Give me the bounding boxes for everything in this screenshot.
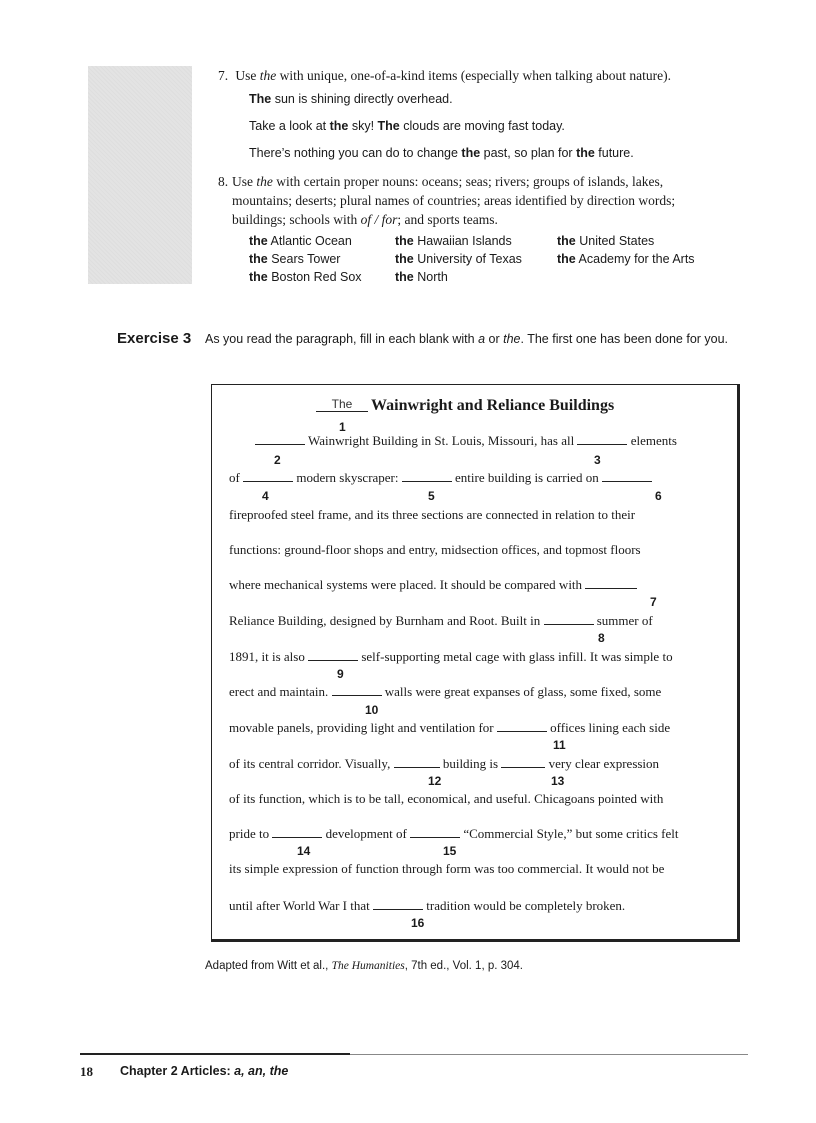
blank-number: 14: [297, 844, 311, 858]
grid-row: [249, 268, 695, 286]
rule-line: buildings; schools with of / for; and sports teams.: [232, 212, 498, 227]
passage-line: [229, 720, 670, 736]
grid-cell: the Hawaiian Islands: [395, 234, 512, 248]
instruction-text: . The first one has been done for you.: [520, 332, 729, 346]
article-bold: the: [461, 146, 481, 160]
passage-text: “Commercial Style,” but some critics felt: [463, 826, 679, 841]
rule-line: Use the with certain proper nouns: oceans; seas; rivers; groups of islands, lakes,: [232, 174, 664, 189]
passage-text: offices lining each side: [550, 720, 671, 735]
instruction-italic: a: [478, 332, 486, 346]
blank-number: 13: [551, 774, 565, 788]
blank-number: 2: [274, 453, 281, 467]
passage-text: summer of: [596, 613, 653, 628]
grid-cell: the North: [395, 270, 448, 284]
chapter-title: [120, 1064, 288, 1078]
example-text: There’s nothing you can do to change: [249, 146, 462, 160]
passage-line: [229, 577, 637, 593]
blank-number: 7: [650, 595, 657, 609]
passage-line: [229, 684, 661, 700]
blank-7[interactable]: [585, 578, 637, 589]
margin-shading: [88, 66, 192, 284]
blank-number: 9: [337, 667, 344, 681]
passage-text: very clear expression: [548, 756, 660, 771]
citation-title: The Humanities: [331, 960, 405, 972]
rule-line: mountains; deserts; plural names of countries; areas identified by direction words;: [232, 193, 676, 208]
rule-text-pre: Use: [235, 68, 260, 83]
citation-text: , 7th ed., Vol. 1, p. 304.: [404, 960, 523, 972]
passage-text: erect and maintain.: [229, 684, 329, 699]
page-number: 18: [80, 1064, 93, 1079]
blank-13[interactable]: [501, 757, 545, 768]
blank-9[interactable]: [308, 650, 358, 661]
passage-line: [229, 898, 625, 914]
rule-number: 7.: [218, 68, 229, 83]
passage-line: [229, 826, 678, 842]
passage-line: [229, 756, 659, 772]
blank-3[interactable]: [577, 434, 627, 445]
passage-text: movable panels, providing light and ventilation for: [229, 720, 494, 735]
blank-16[interactable]: [373, 899, 423, 910]
passage-line: [255, 433, 677, 449]
grid-cell: the Boston Red Sox: [249, 270, 362, 284]
passage-text: building is: [442, 756, 499, 771]
rule-8: [218, 172, 675, 229]
passage-text: elements: [630, 433, 677, 448]
passage-text: entire building is carried on: [455, 470, 599, 485]
example-text: sun is shining directly overhead.: [271, 92, 453, 106]
grid-cell: the Sears Tower: [249, 252, 341, 266]
passage-line: [229, 470, 652, 486]
passage-line: [229, 613, 653, 629]
article-bold: the: [576, 146, 595, 160]
passage-line: its simple expression of function through form was too commercial. It would not be: [229, 861, 665, 876]
blank-number: 6: [655, 489, 662, 503]
chapter-italic: a, an, the: [234, 1064, 289, 1078]
blank-number: 1: [339, 420, 346, 434]
grid-cell: the Atlantic Ocean: [249, 234, 352, 248]
example-text: future.: [594, 146, 634, 160]
passage-line: fireproofed steel frame, and its three sections are connected in relation to their: [229, 507, 636, 522]
grid-cell: the Academy for the Arts: [557, 252, 695, 266]
passage-text: walls were great expanses of glass, some fixed, some: [384, 684, 662, 699]
passage-text: pride to: [229, 826, 270, 841]
example-sentence: [249, 119, 565, 133]
example-text: sky!: [348, 119, 378, 133]
passage-text: modern skyscraper:: [296, 470, 399, 485]
example-sentence: [249, 92, 453, 106]
rule-number: 8.: [218, 174, 229, 189]
footer-rule-accent: [80, 1053, 350, 1055]
blank-number: 15: [443, 844, 457, 858]
blank-number: 5: [428, 489, 435, 503]
blank-1-answer[interactable]: The: [316, 397, 368, 412]
blank-11[interactable]: [497, 721, 547, 732]
blank-number: 16: [411, 916, 425, 930]
passage-text: self-supporting metal cage with glass infill. It was simple to: [361, 649, 673, 664]
passage-text: development of: [325, 826, 407, 841]
passage-text: 1891, it is also: [229, 649, 305, 664]
passage-text: where mechanical systems were placed. It should be compared with: [229, 577, 583, 592]
chapter-text: Chapter 2 Articles:: [120, 1064, 235, 1078]
rule-7: [218, 66, 671, 85]
blank-number: 11: [553, 738, 566, 752]
passage-text: of: [229, 470, 240, 485]
blank-4[interactable]: [243, 471, 293, 482]
example-text: past, so plan for: [480, 146, 577, 160]
grid-cell: the University of Texas: [395, 252, 522, 266]
passage-text: until after World War I that: [229, 898, 370, 913]
exercise-label: Exercise 3: [117, 330, 192, 347]
proper-noun-grid: [249, 232, 695, 286]
passage-line: of its function, which is to be tall, economical, and useful. Chicagoans pointed with: [229, 791, 664, 806]
article-bold: the: [329, 119, 349, 133]
grid-cell: the United States: [557, 234, 655, 248]
grid-row: [249, 250, 695, 268]
example-text: clouds are moving fast today.: [399, 119, 565, 133]
passage-text: tradition would be completely broken.: [426, 898, 626, 913]
passage-line: functions: ground-floor shops and entry, midsection offices, and topmost floors: [229, 542, 641, 557]
blank-12[interactable]: [394, 757, 440, 768]
passage-text: Reliance Building, designed by Burnham and Root. Built in: [229, 613, 541, 628]
blank-number: 3: [594, 453, 601, 467]
blank-2[interactable]: [255, 434, 305, 445]
blank-5[interactable]: [402, 471, 452, 482]
instruction-text: or: [485, 332, 504, 346]
blank-14[interactable]: [272, 827, 322, 838]
rule-text-italic: the: [259, 68, 277, 83]
rule-text-post: with unique, one-of-a-kind items (especially when talking about nature).: [276, 68, 672, 83]
source-citation: [205, 960, 523, 972]
blank-10[interactable]: [332, 685, 382, 696]
exercise-instruction: [205, 331, 745, 348]
blank-number: 8: [598, 631, 605, 645]
blank-15[interactable]: [410, 827, 460, 838]
blank-8[interactable]: [544, 614, 594, 625]
passage-line: [229, 649, 673, 665]
article-bold: The: [249, 92, 272, 106]
passage-text: of its central corridor. Visually,: [229, 756, 391, 771]
blank-number: 10: [365, 703, 379, 717]
example-sentence: [249, 146, 634, 160]
citation-text: Adapted from Witt et al.,: [205, 960, 332, 972]
passage-title: Wainwright and Reliance Buildings: [371, 397, 615, 414]
grid-row: [249, 232, 695, 250]
example-text: Take a look at: [249, 119, 330, 133]
instruction-italic: the: [503, 332, 521, 346]
instruction-text: As you read the paragraph, fill in each blank with: [205, 332, 479, 346]
blank-number: 12: [428, 774, 442, 788]
passage-text: Wainwright Building in St. Louis, Missouri, has all: [308, 433, 575, 448]
blank-6[interactable]: [602, 471, 652, 482]
article-bold: The: [377, 119, 400, 133]
blank-number: 4: [262, 489, 269, 503]
